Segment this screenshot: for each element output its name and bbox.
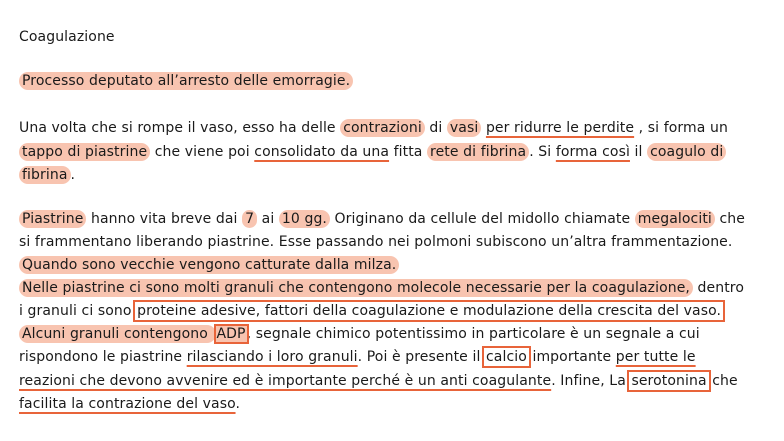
- highlighted-text: rete di fibrina: [427, 143, 529, 161]
- text: i granuli ci sono: [19, 303, 137, 319]
- boxed-text: calcio: [485, 349, 527, 365]
- highlighted-text: Processo deputato all’arresto delle emorragie.: [19, 72, 353, 90]
- boxed-text: proteine adesive, fattori della coagulazione e modulazione della crescita del vaso.: [137, 303, 722, 319]
- highlighted-text: 10 gg.: [279, 210, 330, 228]
- page-title: Coagulazione: [19, 29, 115, 45]
- highlighted-text: megalociti: [635, 210, 715, 228]
- boxed-text: serotonina: [631, 373, 707, 389]
- paragraph-line: [19, 256, 399, 274]
- text: che: [714, 211, 745, 227]
- text: . Si: [529, 144, 556, 160]
- text: importante: [527, 349, 616, 365]
- paragraph-line: [19, 166, 75, 184]
- text: Originano da cellule del midollo chiamate: [329, 211, 635, 227]
- highlighted-text: fibrina: [19, 166, 71, 184]
- highlighted-text: vasi: [447, 119, 481, 137]
- paragraph-line: [19, 143, 726, 161]
- intro-line: [19, 72, 353, 90]
- highlighted-text: Nelle piastrine ci sono molti granuli che contengono molecole necessarie per la coagulazione,: [19, 279, 693, 297]
- text: .: [235, 396, 241, 412]
- text: rispondono le piastrine: [19, 349, 187, 365]
- text: ,: [246, 326, 252, 342]
- text: ai: [257, 211, 279, 227]
- text: fitta: [389, 144, 428, 160]
- highlighted-text: coagulo di: [647, 143, 726, 161]
- highlighted-text: Piastrine: [19, 210, 86, 228]
- text: si frammentano liberando piastrine. Esse passando nei polmoni subiscono un’altra frammentazione.: [19, 234, 733, 250]
- paragraph-line: [19, 119, 728, 137]
- highlighted-text: tappo di piastrine: [19, 143, 150, 161]
- underlined-text: consolidato da una: [254, 144, 390, 160]
- underlined-text: rilasciando i loro granuli: [186, 349, 358, 365]
- highlighted-text: contrazioni: [340, 119, 425, 137]
- paragraph-line: [19, 279, 744, 297]
- underlined-text: per ridurre le perdite: [485, 120, 635, 136]
- text: di: [424, 120, 447, 136]
- underlined-text: per tutte le: [615, 349, 696, 365]
- text: che: [707, 373, 738, 389]
- boxed-highlighted-text: ADP: [216, 326, 246, 342]
- text: hanno vita breve dai: [86, 211, 243, 227]
- highlighted-text: Alcuni granuli contengono: [19, 325, 216, 343]
- text: che viene poi: [150, 144, 255, 160]
- text: . Infine, La: [551, 373, 631, 389]
- paragraph-line: [19, 233, 732, 251]
- highlighted-text: 7: [242, 210, 257, 228]
- text: Una volta che si rompe il vaso, esso ha delle: [19, 120, 341, 136]
- underlined-text: facilita la contrazione del vaso: [19, 396, 236, 412]
- text: . Poi è presente il: [357, 349, 485, 365]
- text: , si forma un: [634, 120, 728, 136]
- paragraph-line: [19, 325, 700, 343]
- paragraph-line: [19, 210, 745, 228]
- highlighted-text: Quando sono vecchie vengono catturate dalla milza.: [19, 256, 399, 274]
- paragraph-line: [19, 395, 240, 413]
- paragraph-line: [19, 372, 738, 390]
- paragraph-line: [19, 302, 722, 320]
- text: il: [629, 144, 648, 160]
- underlined-text: forma così: [555, 144, 630, 160]
- text: dentro: [692, 280, 745, 296]
- paragraph-line: [19, 348, 696, 366]
- text: segnale chimico potentissimo in particolare è un segnale a cui: [251, 326, 700, 342]
- text: .: [70, 167, 76, 183]
- underlined-text: reazioni che devono avvenire ed è importante perché è un anti coagulante: [19, 373, 552, 389]
